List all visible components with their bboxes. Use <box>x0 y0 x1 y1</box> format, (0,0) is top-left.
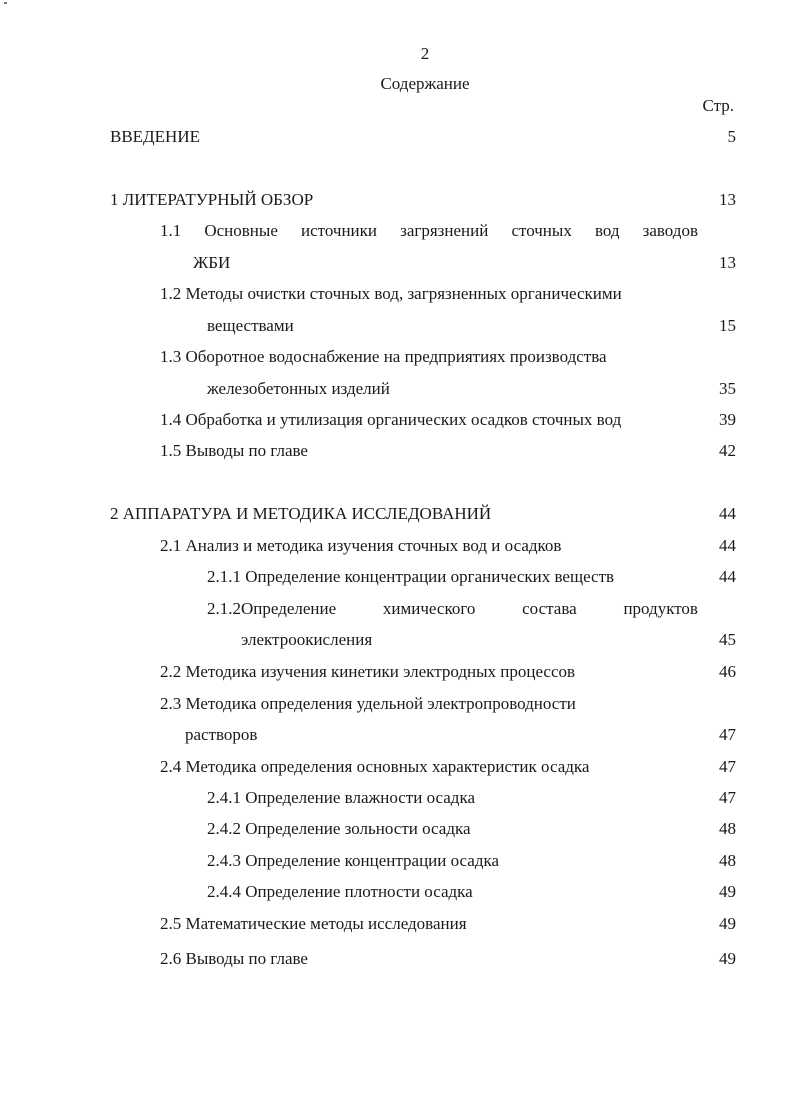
toc-word: химического <box>382 599 476 618</box>
toc-entry-2-4-1[interactable]: 2.4.1 Определение влажности осадка <box>207 788 475 807</box>
toc-entry-2-4-2[interactable]: 2.4.2 Определение зольности осадка <box>207 819 471 838</box>
toc-entry-1-3-line2[interactable]: железобетонных изделий <box>207 379 390 398</box>
toc-entry-2-1-2-line2[interactable]: электроокисления <box>241 630 373 649</box>
scan-artifact-mark <box>4 2 7 4</box>
toc-page-2-4-4: 49 <box>719 882 736 901</box>
toc-entry-2-5[interactable]: 2.5 Математические методы исследования <box>160 914 467 933</box>
page-column-label: Стр. <box>702 96 734 115</box>
toc-word: 1.1 <box>160 221 182 240</box>
toc-word: Основные <box>204 221 278 240</box>
toc-page-2-4-3: 48 <box>719 851 736 870</box>
toc-entry-intro[interactable]: ВВЕДЕНИЕ <box>110 127 200 146</box>
toc-page-2-1: 44 <box>719 536 736 555</box>
toc-page-chapter-2: 44 <box>719 504 736 523</box>
toc-word: заводов <box>642 221 698 240</box>
page-number: 2 <box>420 44 430 63</box>
toc-entry-2-6[interactable]: 2.6 Выводы по главе <box>160 949 308 968</box>
toc-word: продуктов <box>623 599 698 618</box>
toc-page-2-1-2: 45 <box>719 630 736 649</box>
toc-entry-1-2-line2[interactable]: веществами <box>207 316 294 335</box>
toc-page-1-2: 15 <box>719 316 736 335</box>
toc-title: Содержание <box>380 74 470 93</box>
toc-word: состава <box>522 599 577 618</box>
toc-page-intro: 5 <box>727 127 736 146</box>
toc-entry-1-5[interactable]: 1.5 Выводы по главе <box>160 441 308 460</box>
toc-entry-2-2[interactable]: 2.2 Методика изучения кинетики электродных процессов <box>160 662 576 681</box>
toc-page-2-6: 49 <box>719 949 736 968</box>
toc-word: сточных <box>511 221 572 240</box>
toc-entry-1-1-line2[interactable]: ЖБИ <box>193 253 231 272</box>
toc-page-2-3: 47 <box>719 725 736 744</box>
toc-entry-chapter-1[interactable]: 1 ЛИТЕРАТУРНЫЙ ОБЗОР <box>110 190 314 209</box>
toc-page-2-4: 47 <box>719 757 736 776</box>
toc-word: загрязнений <box>400 221 489 240</box>
toc-entry-1-1-line1[interactable] <box>160 221 698 241</box>
toc-entry-1-2-line1[interactable]: 1.2 Методы очистки сточных вод, загрязненных органическими <box>160 284 622 303</box>
toc-entry-2-4-4[interactable]: 2.4.4 Определение плотности осадка <box>207 882 473 901</box>
toc-page-2-4-2: 48 <box>719 819 736 838</box>
toc-entry-2-3-line1[interactable]: 2.3 Методика определения удельной электропроводности <box>160 694 576 713</box>
toc-page-2-4-1: 47 <box>719 788 736 807</box>
toc-entry-1-3-line1[interactable]: 1.3 Оборотное водоснабжение на предприятиях производства <box>160 347 607 366</box>
toc-word: источники <box>300 221 377 240</box>
toc-entry-2-1-1[interactable]: 2.1.1 Определение концентрации органических веществ <box>207 567 615 586</box>
toc-page-1-4: 39 <box>719 410 736 429</box>
toc-entry-2-1-2-line1[interactable] <box>207 599 698 619</box>
toc-entry-1-4[interactable]: 1.4 Обработка и утилизация органических осадков сточных вод <box>160 410 622 429</box>
toc-page-1-3: 35 <box>719 379 736 398</box>
toc-word: 2.1.2Определение <box>207 599 337 618</box>
toc-entry-2-1[interactable]: 2.1 Анализ и методика изучения сточных вод и осадков <box>160 536 562 555</box>
toc-entry-2-3-line2[interactable]: растворов <box>185 725 258 744</box>
toc-page-2-5: 49 <box>719 914 736 933</box>
toc-entry-2-4-3[interactable]: 2.4.3 Определение концентрации осадка <box>207 851 500 870</box>
toc-page-1-5: 42 <box>719 441 736 460</box>
toc-entry-2-4[interactable]: 2.4 Методика определения основных характеристик осадка <box>160 757 590 776</box>
toc-page-chapter-1: 13 <box>719 190 736 209</box>
toc-word: вод <box>594 221 620 240</box>
toc-page-1-1: 13 <box>719 253 736 272</box>
toc-page-2-1-1: 44 <box>719 567 736 586</box>
toc-page-2-2: 46 <box>719 662 736 681</box>
toc-entry-chapter-2[interactable]: 2 АППАРАТУРА И МЕТОДИКА ИССЛЕДОВАНИЙ <box>110 504 492 523</box>
